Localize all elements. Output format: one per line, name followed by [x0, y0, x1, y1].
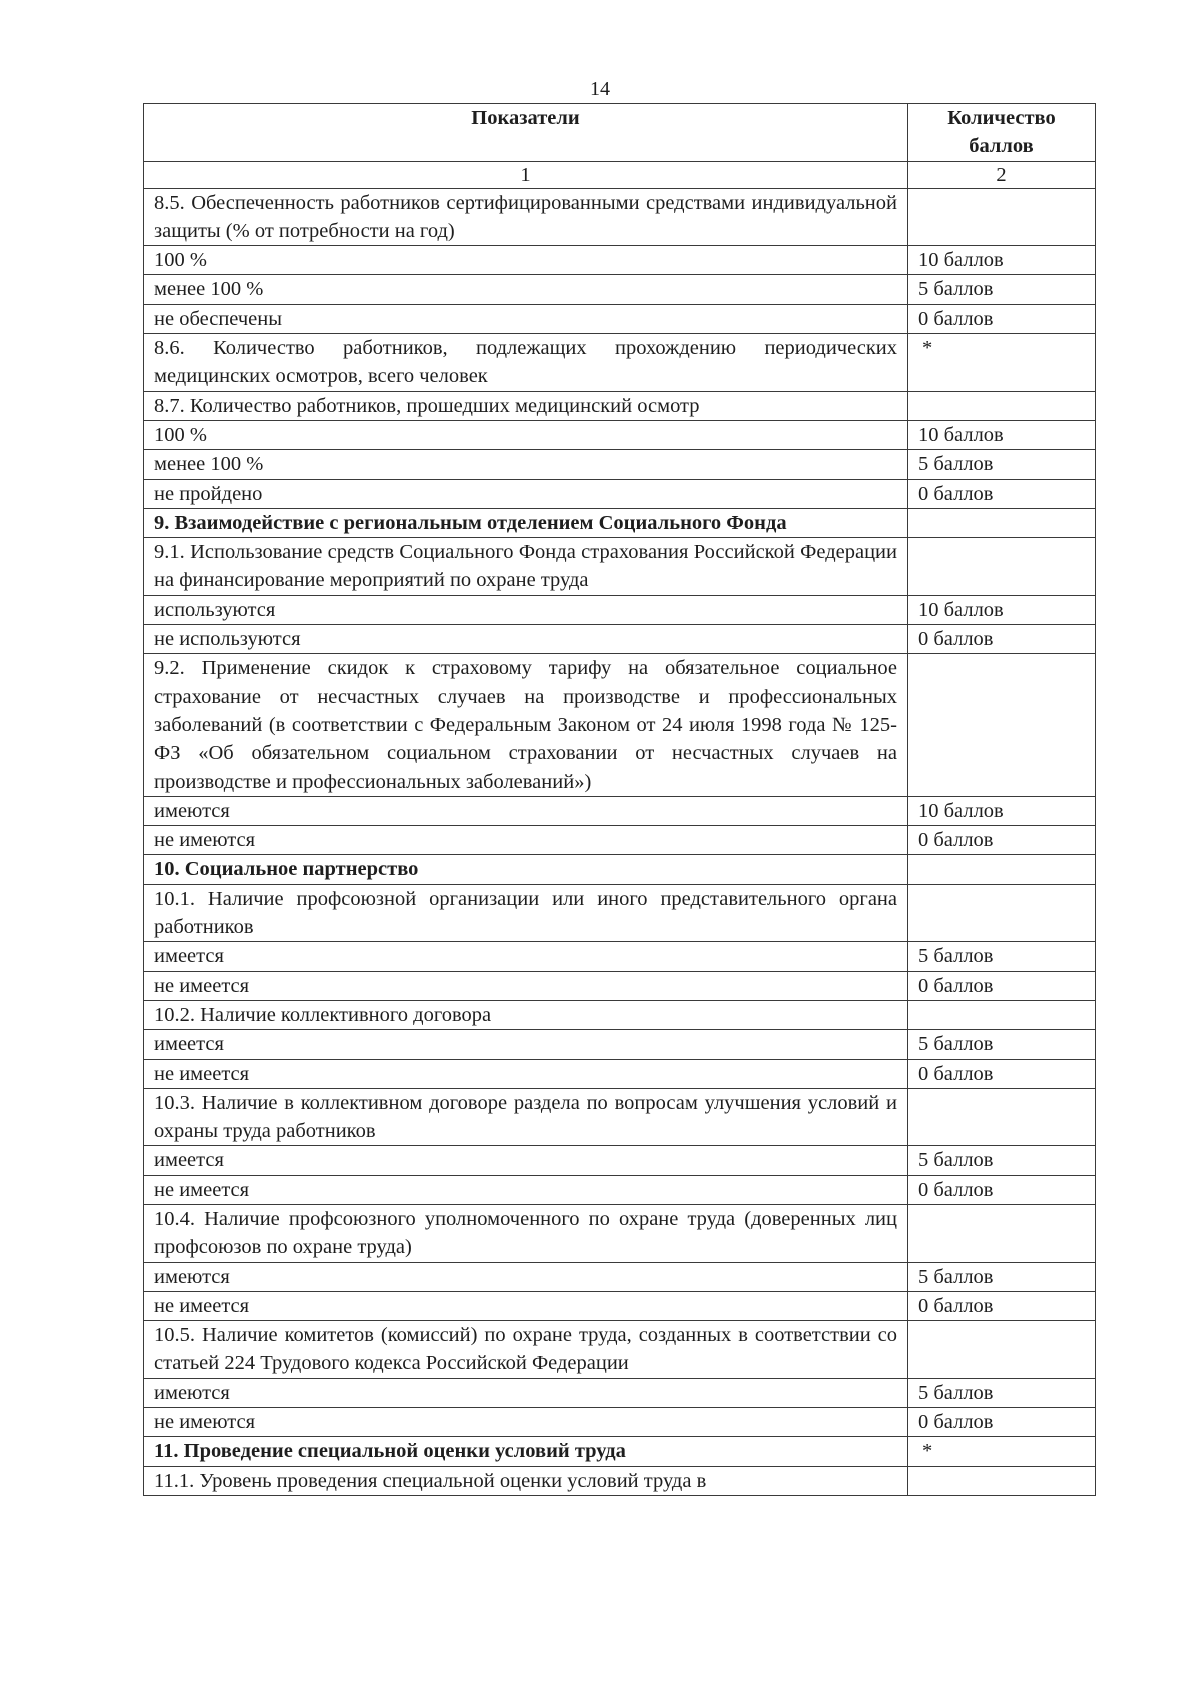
table-row	[144, 1291, 1096, 1320]
score-cell: 0 баллов	[908, 625, 1096, 654]
score-cell: 0 баллов	[908, 1291, 1096, 1320]
indicator-label: 10.5. Наличие комитетов (комиссий) по охране труда, созданных в соответствии со статьей 224 Трудового кодекса Российской Федерации	[144, 1321, 908, 1379]
table-row	[144, 1000, 1096, 1029]
indicator-label: 9.2. Применение скидок к страховому тарифу на обязательное социальное страхование от несчастных случаев на производстве и профессиональных заболеваний (в соответствии с Федеральным Законом от 24 июля 1998 года № 125-ФЗ «Об обязательном социальном страховании от несчастных случаев на производстве и профессиональных заболеваний»)	[144, 654, 908, 796]
indicator-label: 8.5. Обеспеченность работников сертифицированными средствами индивидуальной защиты (% от потребности на год)	[144, 188, 908, 246]
column-number-1: 1	[144, 161, 908, 188]
score-cell: 5 баллов	[908, 1146, 1096, 1175]
table-row	[144, 855, 1096, 884]
option-label: имеются	[144, 1378, 908, 1407]
score-cell	[908, 1321, 1096, 1379]
score-cell: 5 баллов	[908, 275, 1096, 304]
score-cell	[908, 1466, 1096, 1495]
table-row	[144, 275, 1096, 304]
table-row	[144, 1088, 1096, 1146]
table-row	[144, 595, 1096, 624]
score-cell: 0 баллов	[908, 826, 1096, 855]
table-row	[144, 391, 1096, 420]
header-indicators: Показатели	[144, 104, 908, 162]
table-row	[144, 188, 1096, 246]
option-label: не имеется	[144, 1175, 908, 1204]
table-row	[144, 1175, 1096, 1204]
option-label: не имеется	[144, 1059, 908, 1088]
indicator-label: 10.4. Наличие профсоюзного уполномоченного по охране труда (доверенных лиц профсоюзов по охране труда)	[144, 1204, 908, 1262]
score-cell: 10 баллов	[908, 796, 1096, 825]
criteria-table	[143, 103, 1096, 1496]
score-cell: 10 баллов	[908, 595, 1096, 624]
table-row	[144, 1030, 1096, 1059]
option-label: 100 %	[144, 420, 908, 449]
table-row	[144, 334, 1096, 392]
score-cell: 0 баллов	[908, 479, 1096, 508]
table-row	[144, 942, 1096, 971]
table-row	[144, 625, 1096, 654]
table-row	[144, 508, 1096, 537]
score-cell: 0 баллов	[908, 971, 1096, 1000]
score-cell: 5 баллов	[908, 1378, 1096, 1407]
table-row	[144, 1204, 1096, 1262]
score-cell: 5 баллов	[908, 1030, 1096, 1059]
score-cell: 10 баллов	[908, 246, 1096, 275]
table-row	[144, 796, 1096, 825]
section-heading: 11. Проведение специальной оценки условий труда	[144, 1437, 908, 1466]
table-row	[144, 1059, 1096, 1088]
column-number-2: 2	[908, 161, 1096, 188]
score-cell	[908, 654, 1096, 796]
score-cell: 0 баллов	[908, 304, 1096, 333]
score-cell	[908, 1000, 1096, 1029]
score-cell: 5 баллов	[908, 942, 1096, 971]
option-label: не имеются	[144, 826, 908, 855]
score-cell	[908, 538, 1096, 596]
option-label: имеются	[144, 796, 908, 825]
option-label: имеется	[144, 1030, 908, 1059]
table-row	[144, 246, 1096, 275]
option-label: не используются	[144, 625, 908, 654]
table-row	[144, 450, 1096, 479]
option-label: менее 100 %	[144, 275, 908, 304]
indicator-label: 10.3. Наличие в коллективном договоре раздела по вопросам улучшения условий и охраны труда работников	[144, 1088, 908, 1146]
option-label: имеются	[144, 1262, 908, 1291]
score-cell	[908, 855, 1096, 884]
option-label: имеется	[144, 1146, 908, 1175]
section-heading: 9. Взаимодействие с региональным отделением Социального Фонда	[144, 508, 908, 537]
table-row	[144, 1262, 1096, 1291]
score-cell: 0 баллов	[908, 1408, 1096, 1437]
option-label: не имеется	[144, 1291, 908, 1320]
table-header-row	[144, 104, 1096, 162]
table-row	[144, 654, 1096, 796]
table-column-numbers-row	[144, 161, 1096, 188]
page-number: 14	[590, 78, 610, 100]
indicator-label: 8.7. Количество работников, прошедших медицинский осмотр	[144, 391, 908, 420]
section-heading: 10. Социальное партнерство	[144, 855, 908, 884]
score-cell: 0 баллов	[908, 1059, 1096, 1088]
indicator-label: 8.6. Количество работников, подлежащих прохождению периодических медицинских осмотров, всего человек	[144, 334, 908, 392]
score-cell	[908, 508, 1096, 537]
table-row	[144, 538, 1096, 596]
table-row	[144, 1466, 1096, 1495]
option-label: имеется	[144, 942, 908, 971]
option-label: не пройдено	[144, 479, 908, 508]
table-row	[144, 479, 1096, 508]
table-row	[144, 420, 1096, 449]
option-label: используются	[144, 595, 908, 624]
header-score-count: Количество баллов	[908, 104, 1096, 162]
table-row	[144, 826, 1096, 855]
score-cell: 10 баллов	[908, 420, 1096, 449]
table-row	[144, 971, 1096, 1000]
score-cell: 5 баллов	[908, 1262, 1096, 1291]
score-cell	[908, 188, 1096, 246]
table-row	[144, 1146, 1096, 1175]
table-row	[144, 1437, 1096, 1466]
score-cell: *	[908, 1437, 1096, 1466]
option-label: менее 100 %	[144, 450, 908, 479]
score-cell: *	[908, 334, 1096, 392]
indicator-label: 10.1. Наличие профсоюзной организации или иного представительного органа работников	[144, 884, 908, 942]
score-cell	[908, 1088, 1096, 1146]
indicator-label: 11.1. Уровень проведения специальной оценки условий труда в	[144, 1466, 908, 1495]
table-row	[144, 1408, 1096, 1437]
indicator-label: 9.1. Использование средств Социального Фонда страхования Российской Федерации на финансирование мероприятий по охране труда	[144, 538, 908, 596]
option-label: 100 %	[144, 246, 908, 275]
score-cell	[908, 884, 1096, 942]
option-label: не имеются	[144, 1408, 908, 1437]
score-cell	[908, 391, 1096, 420]
indicator-label: 10.2. Наличие коллективного договора	[144, 1000, 908, 1029]
option-label: не обеспечены	[144, 304, 908, 333]
table-row	[144, 304, 1096, 333]
score-cell: 5 баллов	[908, 450, 1096, 479]
table-row	[144, 884, 1096, 942]
table-row	[144, 1378, 1096, 1407]
table-row	[144, 1321, 1096, 1379]
option-label: не имеется	[144, 971, 908, 1000]
score-cell: 0 баллов	[908, 1175, 1096, 1204]
score-cell	[908, 1204, 1096, 1262]
